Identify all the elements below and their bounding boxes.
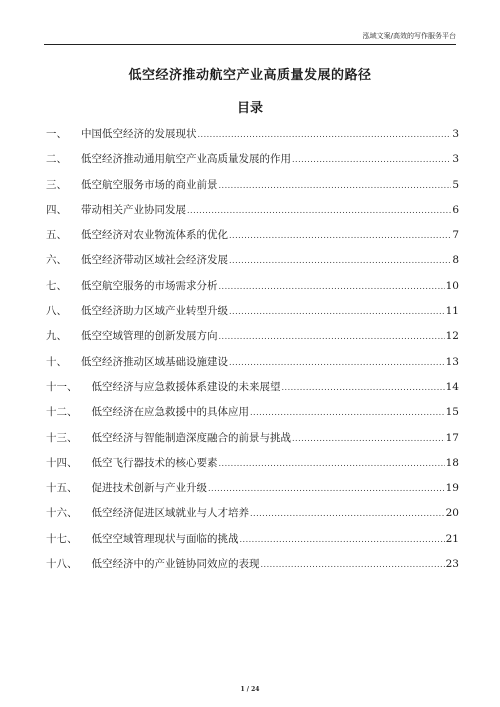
toc-entry-title[interactable]: 低空航空服务市场的商业前景: [81, 178, 218, 191]
toc-dot-leader: [240, 535, 445, 544]
toc-dot-leader: [219, 332, 445, 341]
toc-entry-title[interactable]: 低空经济推动区域基础设施建设: [81, 355, 228, 368]
toc-entry[interactable]: [46, 151, 459, 176]
toc-entry-page-number[interactable]: 21: [445, 532, 459, 545]
toc-entry[interactable]: [46, 455, 459, 480]
toc-entry[interactable]: [46, 480, 459, 505]
toc-entry-page-number[interactable]: 3: [452, 153, 459, 166]
toc-entry-page-number[interactable]: 14: [445, 380, 459, 393]
toc-entry-title[interactable]: 低空经济与智能制造深度融合的前景与挑战: [91, 431, 291, 444]
toc-entry-number: 八、: [46, 305, 67, 318]
toc-entry-number: 六、: [46, 254, 67, 267]
toc-entry-page-number[interactable]: 3: [452, 128, 459, 140]
toc-entry-title[interactable]: 低空空域管理的创新发展方向: [81, 330, 218, 343]
toc-entry-page-number[interactable]: 20: [445, 507, 459, 520]
toc-entry-number: 九、: [46, 330, 67, 343]
toc-entry[interactable]: [46, 404, 459, 429]
toc-entry-page-number[interactable]: 15: [445, 406, 459, 419]
toc-dot-leader: [261, 560, 445, 569]
toc-entry-title[interactable]: 促进技术创新与产业升级: [91, 482, 207, 495]
toc-entry-title[interactable]: 低空经济助力区域产业转型升级: [81, 305, 228, 318]
toc-entry[interactable]: [46, 126, 459, 151]
toc-entry[interactable]: [46, 177, 459, 202]
toc-entry-number: 十六、: [46, 507, 78, 520]
toc-entry-number: 十八、: [46, 558, 78, 571]
toc-entry-number: 十二、: [46, 406, 78, 419]
toc-entry-page-number[interactable]: 13: [445, 355, 459, 368]
toc-dot-leader: [187, 206, 451, 215]
toc-entry-title[interactable]: 低空经济与应急救援体系建设的未来展望: [91, 380, 281, 393]
toc-dot-leader: [208, 484, 445, 493]
toc-dot-leader: [229, 358, 445, 367]
toc-entry-number: 一、: [46, 128, 67, 140]
toc-entry-number: 十、: [46, 355, 67, 368]
toc-entry-page-number[interactable]: 19: [445, 482, 459, 495]
toc-entry[interactable]: [46, 227, 459, 252]
toc-entry-title[interactable]: 低空经济带动区域社会经济发展: [81, 254, 228, 267]
toc-dot-leader: [292, 434, 445, 443]
header-source: 泓域文案/高效的写作服务平台: [362, 32, 456, 40]
toc-entry-number: 十三、: [46, 431, 78, 444]
toc-dot-leader: [229, 231, 451, 240]
toc-entry-title[interactable]: 低空经济中的产业链协同效应的表现: [91, 558, 260, 571]
toc-entry-title[interactable]: 中国低空经济的发展现状: [81, 128, 197, 140]
toc-entry-page-number[interactable]: 18: [445, 456, 459, 469]
toc-dot-leader: [219, 282, 445, 291]
toc-entry-page-number[interactable]: 7: [452, 229, 459, 242]
toc-entry-page-number[interactable]: 10: [445, 279, 459, 292]
toc-entry-title[interactable]: 低空经济推动通用航空产业高质量发展的作用: [81, 153, 291, 166]
toc-entry-title[interactable]: 低空经济在应急救援中的具体应用: [91, 406, 249, 419]
toc-entry-title[interactable]: 低空飞行器技术的核心要素: [91, 456, 218, 469]
toc-entry[interactable]: [46, 430, 459, 455]
toc-entry-page-number[interactable]: 12: [445, 330, 459, 343]
toc-entry[interactable]: [46, 354, 459, 379]
toc-entry-page-number[interactable]: 11: [445, 305, 459, 318]
toc-entry-title[interactable]: 低空经济促进区域就业与人才培养: [91, 507, 249, 520]
toc-entry-title[interactable]: 低空空域管理现状与面临的挑战: [91, 532, 239, 545]
document-title: 低空经济推动航空产业高质量发展的路径: [128, 68, 372, 83]
toc-dot-leader: [250, 509, 445, 518]
toc-entry-number: 十四、: [46, 456, 78, 469]
toc-dot-leader: [219, 459, 445, 468]
toc-entry-title[interactable]: 低空航空服务的市场需求分析: [81, 279, 218, 292]
toc-entry-title[interactable]: 低空经济对农业物流体系的优化: [81, 229, 228, 242]
toc-dot-leader: [282, 383, 445, 392]
toc-entry-title[interactable]: 带动相关产业协同发展: [81, 203, 186, 216]
toc-entry[interactable]: [46, 505, 459, 530]
toc-dot-leader: [198, 130, 452, 139]
toc-entry-number: 十一、: [46, 380, 78, 393]
table-of-contents: [46, 126, 459, 581]
toc-entry-number: 十七、: [46, 532, 78, 545]
toc-entry-page-number[interactable]: 8: [452, 254, 459, 267]
toc-entry-number: 三、: [46, 178, 67, 191]
toc-entry[interactable]: [46, 303, 459, 328]
toc-entry-page-number[interactable]: 6: [452, 203, 459, 216]
toc-entry[interactable]: [46, 202, 459, 227]
toc-entry[interactable]: [46, 252, 459, 277]
toc-heading: 目录: [236, 101, 263, 116]
header-divider: [44, 44, 456, 45]
toc-entry[interactable]: [46, 531, 459, 556]
toc-entry[interactable]: [46, 278, 459, 303]
toc-entry-number: 五、: [46, 229, 67, 242]
toc-entry[interactable]: [46, 556, 459, 581]
toc-entry[interactable]: [46, 379, 459, 404]
toc-dot-leader: [229, 307, 445, 316]
toc-entry-number: 四、: [46, 203, 67, 216]
toc-entry-number: 二、: [46, 153, 67, 166]
toc-entry-number: 十五、: [46, 482, 78, 495]
page-indicator: 1 / 24: [240, 686, 260, 693]
toc-entry-page-number[interactable]: 5: [452, 178, 459, 191]
toc-entry-number: 七、: [46, 279, 67, 292]
toc-entry-page-number[interactable]: 23: [445, 558, 459, 571]
toc-dot-leader: [292, 155, 451, 164]
toc-dot-leader: [250, 408, 445, 417]
toc-dot-leader: [219, 181, 452, 190]
toc-dot-leader: [229, 256, 451, 265]
toc-entry[interactable]: [46, 328, 459, 353]
toc-entry-page-number[interactable]: 17: [445, 431, 459, 444]
